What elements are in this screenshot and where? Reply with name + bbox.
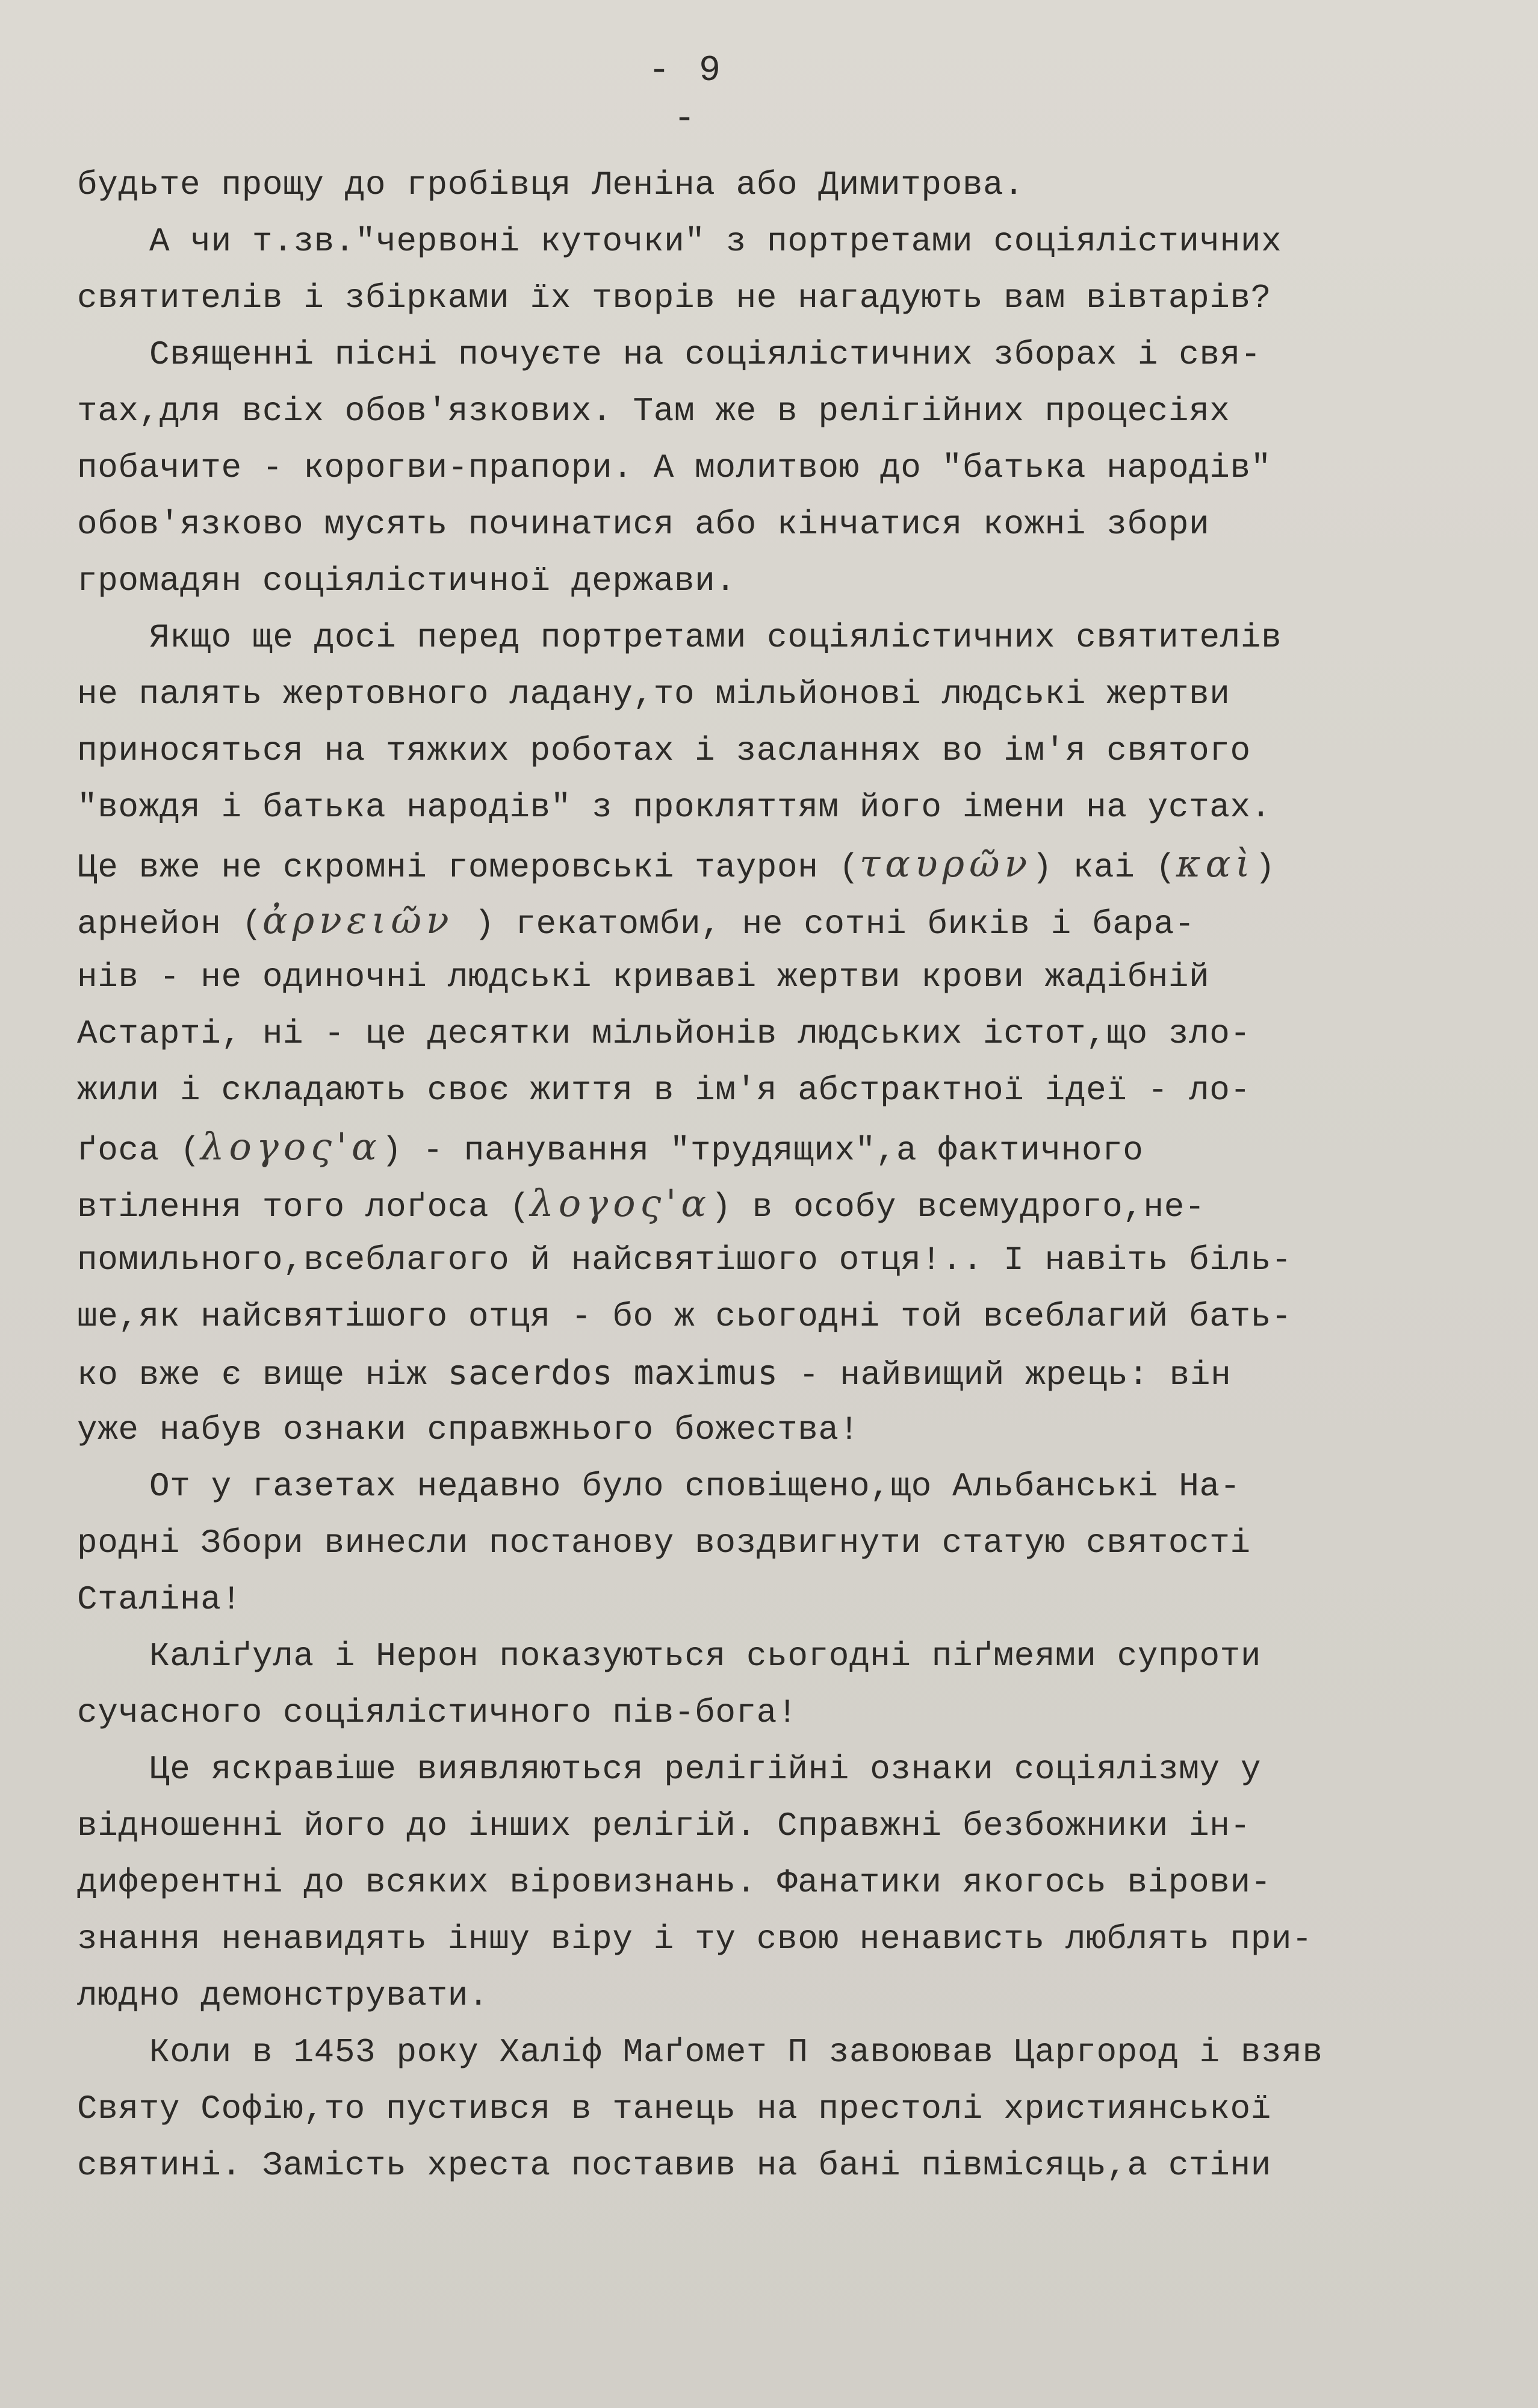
text-line	[77, 1175, 1480, 1232]
text-line	[77, 2081, 1480, 2137]
text-line	[77, 779, 1480, 836]
text-segment: Якщо ще досі перед портретами соціялістичних святителів	[149, 618, 1282, 657]
body-text	[77, 157, 1480, 2194]
text-segment: знання ненавидять іншу віру і ту свою ненависть люблять при-	[77, 1920, 1313, 1958]
text-segment: приносяться на тяжких роботах і засланнях во ім'я святого	[77, 731, 1251, 770]
text-segment: сучасного соціялістичного пів-бога!	[77, 1693, 798, 1732]
handwritten-greek-word: ταυρῶν	[859, 842, 1032, 886]
text-segment: Сталіна!	[77, 1580, 242, 1619]
page-number: - 9 -	[648, 51, 725, 140]
text-segment: диферентні до всяких віровизнань. Фанатики якогось вірови-	[77, 1863, 1271, 1902]
text-line	[77, 1911, 1480, 1967]
text-line	[77, 1288, 1480, 1345]
text-segment: ) - панування "трудящих",а фактичного	[381, 1131, 1144, 1170]
handwritten-greek-word: λογος'α	[530, 1181, 712, 1225]
text-line	[77, 1345, 1480, 1401]
text-line	[77, 2024, 1480, 2081]
text-segment: втілення того лоґоса (	[77, 1188, 530, 1226]
text-line	[77, 1515, 1480, 1571]
text-line	[77, 836, 1480, 892]
text-segment: Це яскравіше виявляються релігійні ознаки соціялізму у	[149, 1750, 1262, 1789]
text-line	[77, 722, 1480, 779]
text-line	[77, 1684, 1480, 1741]
text-line	[77, 1401, 1480, 1458]
text-segment: Каліґула і Нерон показуються сьогодні піґмеями супроти	[149, 1637, 1262, 1675]
text-line	[77, 892, 1480, 949]
text-segment: святині. Замість хреста поставив на бані півмісяць,а стіни	[77, 2146, 1271, 2185]
text-line	[77, 1571, 1480, 1628]
text-segment: Святу Софію,то пустився в танець на престолі християнської	[77, 2090, 1271, 2128]
handwritten-greek-word: λογος'α	[200, 1125, 382, 1168]
text-segment: будьте прощу до гробівця Леніна або Димитрова.	[77, 166, 1025, 204]
text-line	[77, 213, 1480, 270]
text-segment: громадян соціялістичної держави.	[77, 562, 736, 600]
text-segment: жили і складають своє життя в ім'я абстрактної ідеї - ло-	[77, 1071, 1251, 1109]
text-line	[77, 666, 1480, 722]
text-line	[77, 1005, 1480, 1062]
text-segment: Астарті, ні - це десятки мільйонів людських істот,що зло-	[77, 1014, 1251, 1053]
text-segment: людно демонструвати.	[77, 1976, 489, 2015]
text-line	[77, 1798, 1480, 1854]
text-segment: ) в особу всемудрого,не-	[711, 1188, 1206, 1226]
text-segment: Коли в 1453 року Халіф Маґомет П завоював Царгород і взяв	[149, 2033, 1323, 2071]
text-line	[77, 1854, 1480, 1911]
text-line	[77, 1458, 1480, 1515]
text-line	[77, 439, 1480, 496]
text-segment: ) гекатомби, не сотні биків і бара-	[453, 905, 1195, 943]
text-line	[77, 1232, 1480, 1288]
text-segment: "вождя і батька народів" з прокляттям його імени на устах.	[77, 788, 1271, 827]
text-line	[77, 553, 1480, 609]
text-segment: відношенні його до інших релігій. Справжні безбожники ін-	[77, 1807, 1251, 1845]
text-segment: ґоса (	[77, 1131, 201, 1170]
text-segment: арнейон (	[77, 905, 262, 943]
text-line	[77, 496, 1480, 553]
text-line	[77, 1119, 1480, 1175]
text-line	[77, 2137, 1480, 2194]
text-line	[77, 157, 1480, 213]
text-line	[77, 1628, 1480, 1684]
text-segment: уже набув ознаки справжнього божества!	[77, 1410, 860, 1449]
text-segment: )	[1254, 848, 1276, 887]
text-segment: От у газетах недавно було сповіщено,що Альбанські На-	[149, 1467, 1241, 1506]
text-line	[77, 1741, 1480, 1798]
text-line	[77, 1062, 1480, 1119]
text-segment: ко вже є вище ніж	[77, 1356, 448, 1394]
text-segment: не палять жертовного ладану,то мільйонові людські жертви	[77, 675, 1230, 713]
text-line	[77, 609, 1480, 666]
text-segment: нів - не одиночні людські криваві жертви крови жадібній	[77, 958, 1210, 996]
text-segment: побачите - корогви-прапори. А молитвою до "батька народів"	[77, 448, 1271, 487]
text-segment: Священні пісні почуєте на соціялістичних зборах і свя-	[149, 335, 1262, 374]
text-line	[77, 949, 1480, 1005]
text-segment: обов'язково мусять починатися або кінчатися кожні збори	[77, 505, 1210, 544]
handwritten-greek-word: καὶ	[1176, 842, 1255, 886]
text-segment: ) каі (	[1032, 848, 1176, 887]
text-segment: Це вже не скромні гомеровські таурон (	[77, 848, 860, 887]
text-segment: святителів і збірками їх творів не нагадують вам вівтарів?	[77, 279, 1271, 317]
text-line	[77, 383, 1480, 439]
latin-phrase: sacerdos maximus	[447, 1353, 778, 1392]
text-line	[77, 270, 1480, 326]
text-segment: А чи т.зв."червоні куточки" з портретами соціялістичних	[149, 222, 1282, 261]
text-segment: ше,як найсвятішого отця - бо ж сьогодні той всеблагий бать-	[77, 1297, 1292, 1336]
text-segment: помильного,всеблагого й найсвятішого отця!.. І навіть біль-	[77, 1241, 1292, 1279]
text-segment: родні Збори винесли постанову воздвигнути статую святості	[77, 1524, 1251, 1562]
text-segment: - найвищий жрець: він	[778, 1356, 1232, 1394]
handwritten-greek-word: ἀρνειῶν	[262, 898, 454, 942]
text-segment: тах,для всіх обов'язкових. Там же в релігійних процесіях	[77, 392, 1230, 430]
text-line	[77, 1967, 1480, 2024]
text-line	[77, 326, 1480, 383]
